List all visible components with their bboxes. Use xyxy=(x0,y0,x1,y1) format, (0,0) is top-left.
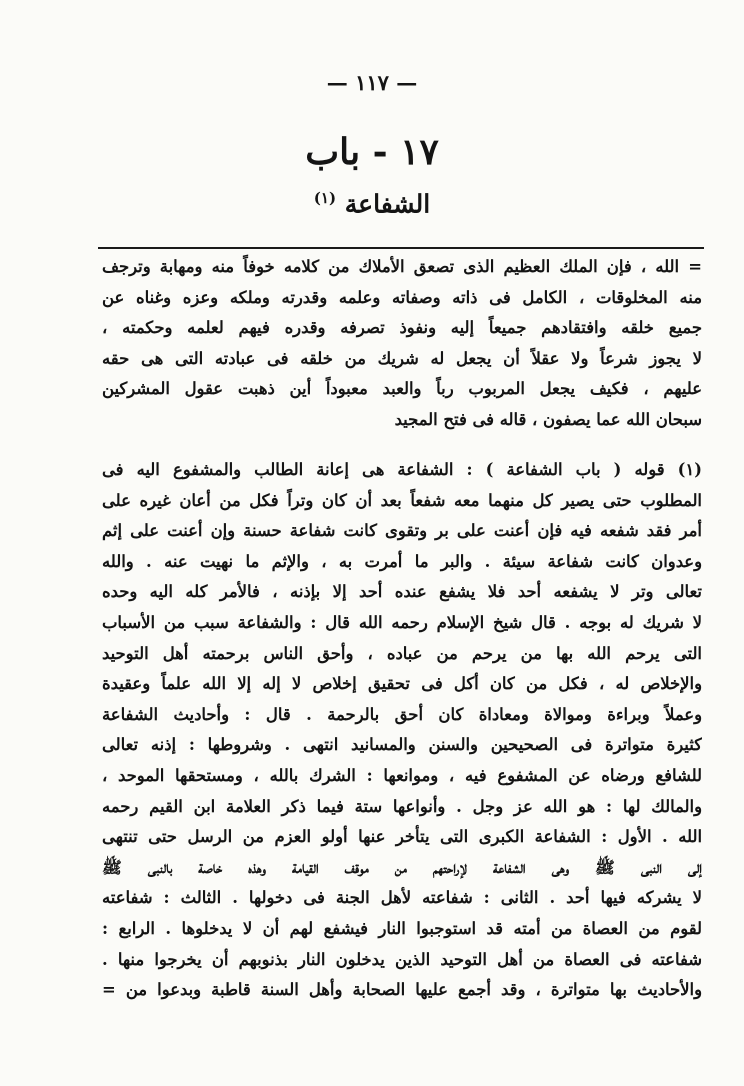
chapter-heading: ١٧ - باب xyxy=(305,131,439,173)
text-line: للشافع ورضاه عن المشفوع فيه ، وموانعها : الشرك بالله ، ومستحقها الموحد ، xyxy=(102,765,702,785)
text-line: منه المخلوقات ، الكامل فى ذاته وصفاته وعلمه وقدرته وملكه وعزه وغناه عن xyxy=(102,287,702,307)
text-line: المطلوب حتى يصير كل منهما معه شفعاً بعد أن كان وتراً فكل من أعان غيره على xyxy=(102,490,702,510)
text-line: = الله ، فإن الملك العظيم الذى تصعق الأملاك من كلامه خوفاً منه ومهابة وترجف xyxy=(102,257,702,276)
text-line: التى يرحم الله بها من يرحم من عباده ، وأحق الناس برحمته أهل التوحيد xyxy=(102,643,702,663)
text-line: الله . الأول : الشفاعة الكبرى التى يتأخر عنها أولو العزم من الرسل حتى تنتهى xyxy=(102,827,702,847)
page-number: — ١١٧ — xyxy=(326,70,418,95)
text-line: (١) قوله ( باب الشفاعة ) : الشفاعة هى إعانة الطالب والمشفوع اليه فى xyxy=(102,460,702,479)
text-line: والمالك لها : هو الله عز وجل . وأنواعها ستة فيما ذكر العلامة ابن القيم رحمه xyxy=(102,796,702,816)
text-line: تعالى وتر لا يشفعه أحد فلا يشفع عنده أحد إلا بإذنه ، فالأمر كله اليه وحده xyxy=(102,582,702,602)
footnote-divider xyxy=(98,247,704,249)
text-line: لا يجوز شرعاً ولا عقلاً أن يجعل له شريك من خلقه فى عبادته التى هى حقه xyxy=(102,348,702,368)
text-line: جميع خلقه وافتقادهم جميعاً إليه ونفوذ تصرفه وقدره فيهم لعلمه وحكمته ، xyxy=(102,318,702,338)
text-line: وعدوان كانت شفاعة سيئة . والبر ما أمرت به ، والإثم ما نهيت عنه . والله xyxy=(102,551,702,571)
chapter-subtitle-text: الشفاعة xyxy=(344,189,431,219)
text-line: كثيرة متواترة فى الصحيحين والسنن والمسانيد انتهى . وشروطها : إذنه تعالى xyxy=(102,735,702,755)
text-line: لقوم من العصاة من أمته قد استوجبوا النار فيشفع لهم أن لا يدخلوها . الرابع : xyxy=(102,918,702,938)
text-line: إلى النبى ﷺ وهى الشفاعة لإراحتهم من موقف القيامة وهذه خاصة بالنبى ﷺ xyxy=(102,857,702,877)
text-line: وعملاً وبراءة وموالاة ومعاداة كان أحق بالرحمة . قال : وأحاديث الشفاعة xyxy=(102,704,702,724)
text-line: شفاعته فى العصاة من أهل التوحيد الذين يدخلون النار بذنوبهم أن يخرجوا منها . xyxy=(102,949,702,969)
text-line: عليهم ، فكيف يجعل المربوب رباً والعبد معبوداً أين ذهبت عقول المشركين xyxy=(102,379,702,399)
chapter-subtitle xyxy=(0,182,744,220)
text-line: أمر فقد شفعه فيه فإن أعنت على بر وتقوى كانت شفاعة حسنة وإن أعنت على إثم xyxy=(102,521,702,541)
text-line: لا شريك له بوجه . قال شيخ الإسلام رحمه الله قال : والشفاعة سبب من الأسباب xyxy=(102,612,702,632)
text-line: والإخلاص له ، فكل من كان أكل فى تحقيق إخلاص لا إله إلا الله علماً وعقيدة xyxy=(102,674,702,694)
continued-footnote xyxy=(102,252,702,436)
text-line: لا يشركه فيها أحد . الثانى : شفاعته لأهل الجنة فى دخولها . الثالث : شفاعته xyxy=(102,888,702,908)
text-line: والأحاديث بها متواترة ، وقد أجمع عليها الصحابة وأهل السنة قاطبة وبدعوا من = xyxy=(102,980,702,1000)
footnote-marker: (١) xyxy=(313,189,337,207)
footnote-1 xyxy=(102,455,702,1006)
text-line: سبحان الله عما يصفون ، قاله فى فتح المجيد xyxy=(394,409,702,429)
